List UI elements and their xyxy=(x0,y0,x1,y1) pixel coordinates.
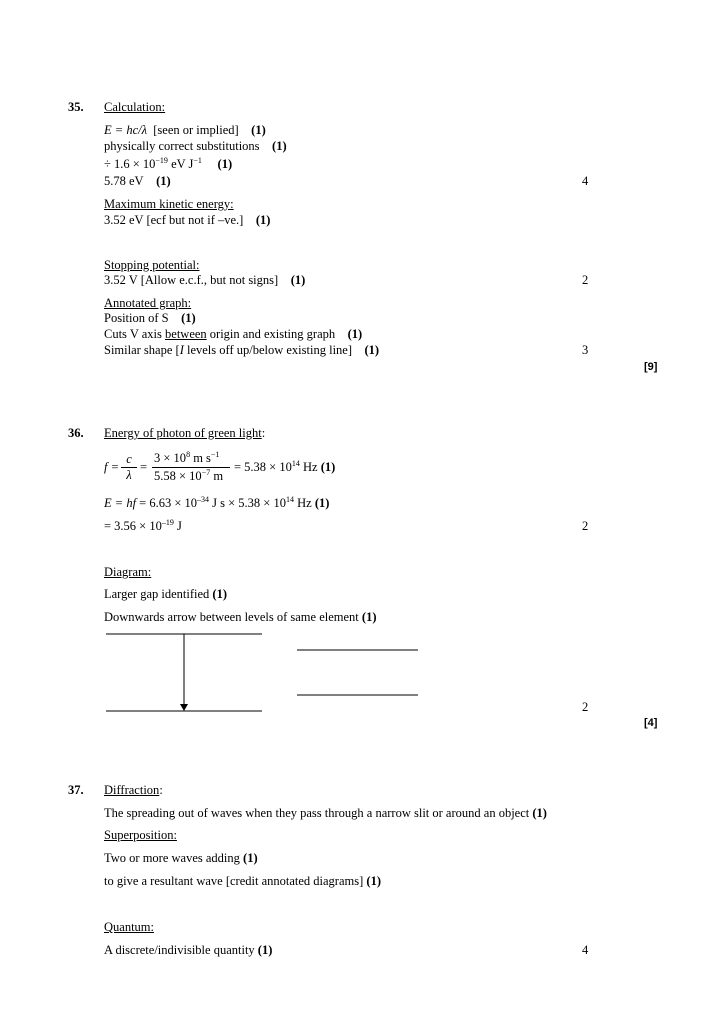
diffraction-mark: (1) xyxy=(532,806,547,820)
lambda-symbol-text: λ xyxy=(126,468,132,482)
graph-line-3-mark: (1) xyxy=(364,343,380,357)
graph-line-2-b: origin and existing graph xyxy=(206,327,336,341)
energy-line-b: J s × 5.38 × 10 xyxy=(209,496,286,510)
graph-line-2-underlined: between xyxy=(165,327,207,341)
numerator-exp: 8 xyxy=(186,450,191,459)
calc-line-3-exp-1: −19 xyxy=(155,156,168,165)
graph-marks: 3 xyxy=(582,343,589,357)
frequency-result-a: = 5.38 × 10 xyxy=(234,460,292,474)
total-marks-36: [4] xyxy=(644,717,658,729)
calc-line-4-mark: (1) xyxy=(156,174,171,188)
energy-marks: 2 xyxy=(582,519,589,533)
stopping-potential-mark: (1) xyxy=(290,273,306,287)
calc-line-1-expression: E = hc/λ xyxy=(104,123,148,137)
graph-line-3-b: levels off up/below existing line] xyxy=(183,343,352,357)
numerator-b: m s xyxy=(190,451,211,465)
denominator-exp: −7 xyxy=(201,468,211,477)
energy-line-c: Hz xyxy=(293,496,312,510)
superposition-line-1-text: Two or more waves adding xyxy=(104,851,240,865)
graph-line-2-mark: (1) xyxy=(347,327,363,341)
kinetic-energy-heading: Maximum kinetic energy: xyxy=(104,197,234,211)
question-number-36: 36. xyxy=(68,426,84,440)
quantum-line xyxy=(104,943,272,958)
calc-line-2-text: physically correct substitutions xyxy=(104,139,260,153)
diagram-line-1-text: Larger gap identified xyxy=(104,587,210,601)
energy-answer-exp: –19 xyxy=(161,518,174,527)
diffraction-heading-colon: : xyxy=(159,783,163,797)
equals-sign: = xyxy=(140,460,148,474)
diffraction-text: The spreading out of waves when they pass through a narrow slit or around an object xyxy=(104,806,530,820)
diffraction-line xyxy=(104,806,547,821)
superposition-line-2-text: to give a resultant wave [credit annotated diagrams] xyxy=(104,874,364,888)
calc-line-3-exp-2: −1 xyxy=(193,156,202,165)
energy-line-a: = 6.63 × 10 xyxy=(136,496,198,510)
frequency-result-unit: Hz xyxy=(299,460,318,474)
graph-line-1-mark: (1) xyxy=(181,311,196,325)
diagram-heading: Diagram: xyxy=(104,565,152,579)
green-light-heading-colon: : xyxy=(261,426,266,440)
quantum-heading: Quantum: xyxy=(104,920,154,934)
graph-line-3-a: Similar shape [ xyxy=(104,343,180,357)
energy-mark: (1) xyxy=(314,496,330,510)
kinetic-energy-text: 3.52 eV [ecf but not if –ve.] xyxy=(104,213,244,227)
kinetic-energy-mark: (1) xyxy=(255,213,271,227)
energy-exp-2: 14 xyxy=(285,495,294,504)
diagram-line-2-text: Downwards arrow between levels of same element xyxy=(104,610,359,624)
superposition-heading: Superposition: xyxy=(104,828,177,842)
graph-line-2-a: Cuts V axis xyxy=(104,327,166,341)
denominator-a: 5.58 × 10 xyxy=(154,469,202,483)
frequency-result-mark: (1) xyxy=(320,460,336,474)
stopping-potential-marks: 2 xyxy=(582,273,589,287)
calculation-heading: Calculation: xyxy=(104,100,166,114)
quantum-text: A discrete/indivisible quantity xyxy=(104,943,255,957)
diffraction-heading xyxy=(104,783,163,798)
diagram-line-2-mark: (1) xyxy=(361,610,377,624)
denominator-b: m xyxy=(210,469,224,483)
question-number-35: 35. xyxy=(68,100,84,114)
stopping-potential-text: 3.52 V [Allow e.c.f., but not signs] xyxy=(104,273,279,287)
energy-exp-1: –34 xyxy=(197,495,210,504)
calc-line-4-text: 5.78 eV xyxy=(104,174,144,188)
frequency-result-exp: 14 xyxy=(291,459,300,468)
diffraction-heading-text: Diffraction xyxy=(104,783,160,797)
numerator-exp-2: −1 xyxy=(210,450,220,459)
green-light-heading-text: Energy of photon of green light xyxy=(104,426,262,440)
total-marks-35: [9] xyxy=(644,361,658,373)
transition-arrow-head xyxy=(180,704,188,711)
energy-answer-b: J xyxy=(173,519,182,533)
annotated-graph-heading: Annotated graph: xyxy=(104,296,192,310)
superposition-line-2 xyxy=(104,874,381,889)
graph-line-3-italic: I xyxy=(179,343,184,357)
quantum-marks: 4 xyxy=(582,943,589,957)
energy-expression: E = hf xyxy=(104,496,137,510)
calc-line-1-mark: (1) xyxy=(251,123,266,137)
calc-line-3-mark: (1) xyxy=(217,157,233,171)
calc-line-3-b: eV J xyxy=(167,157,194,171)
numerator-a: 3 × 10 xyxy=(154,451,187,465)
calc-marks: 4 xyxy=(582,174,589,188)
energy-answer-a: = 3.56 × 10 xyxy=(104,519,162,533)
frequency-symbol: f = xyxy=(104,460,120,474)
superposition-line-1 xyxy=(104,851,258,866)
graph-line-1-text: Position of S xyxy=(104,311,169,325)
diagram-marks: 2 xyxy=(582,700,589,714)
stopping-potential-heading: Stopping potential: xyxy=(104,258,200,272)
calc-line-2-mark: (1) xyxy=(272,139,287,153)
superposition-line-2-mark: (1) xyxy=(366,874,381,888)
calc-line-1-note: [seen or implied] xyxy=(153,123,239,137)
superposition-line-1-mark: (1) xyxy=(243,851,258,865)
question-number-37: 37. xyxy=(68,783,84,797)
diagram-line-1-mark: (1) xyxy=(212,587,227,601)
calc-line-3-a: ÷ 1.6 × 10 xyxy=(104,157,156,171)
quantum-mark: (1) xyxy=(257,943,273,957)
c-symbol-text: c xyxy=(126,452,132,466)
